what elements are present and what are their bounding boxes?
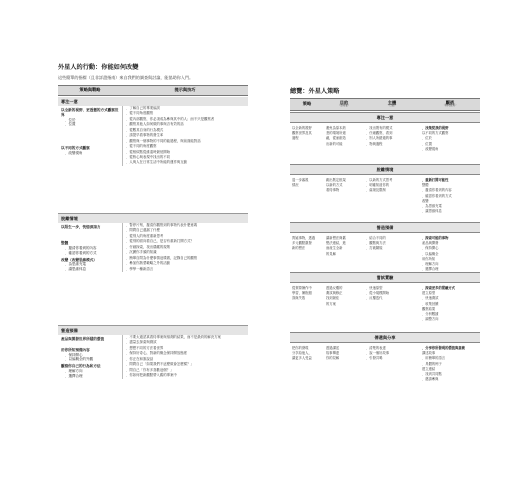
strategy-sub: ．確認你看到的方式 (65, 250, 97, 255)
section-heading: 脫離情境 (58, 214, 248, 223)
section-heading: 專注一意 (58, 97, 248, 106)
left-page (58, 0, 248, 500)
left-section-detach (58, 213, 248, 272)
strategy-sub: ．保持開心 (65, 352, 83, 357)
left-intro-text: 這些簡單的指標（且非詳盡指南）來自我們的調查與討論，能協助你入門。 (58, 75, 194, 80)
strategy-sub: ．選擇合理 (65, 373, 83, 378)
strategy-row (58, 362, 248, 378)
strategy-sub: ．為思維充電 (65, 262, 86, 267)
tip-item: ．你正在和誰說話 (126, 356, 154, 361)
strategy-row (58, 144, 248, 166)
strategy-row (58, 256, 248, 272)
right-page-title: 總覽：外星人策略 (290, 88, 340, 95)
col-main-header: 主體 （行動） (386, 99, 398, 108)
tip-item: ．從不同角度觀察 (126, 111, 154, 116)
strategy-label: 產品與開發世界所積的價值 (61, 337, 105, 341)
strategy-row (58, 335, 248, 346)
tip-item: ．保持好奇心，對新的概念保持開放態度 (126, 351, 188, 356)
strategy-sub: ．位置 (65, 122, 76, 127)
tip-item: ．你如何把新觀點帶入舊的專案中 (126, 373, 177, 378)
right-table-header (290, 98, 480, 111)
tip-item: ．簡單自問為什麼事情這樣做，記錄自己的觀察 (126, 255, 198, 260)
tip-item: ．從數其自身的行為模式 (126, 127, 164, 132)
section-heading: 營造預備 (58, 326, 248, 335)
tip-item: ．想想不同的方法看世界 (126, 345, 164, 350)
tip-item: ．請提早看事物的發生率 (126, 133, 164, 138)
right-section-experiment: 嘗試實驗 從實際操作中 學習，擁抱錯 誤與失敗 透過反覆的 測試與修正 找到最佳 的方案 ．快速原型 ．從小規模開始 ．反覆迭代 ．探索更多的實驗方式 建立原型 ．快速測試 ．收集回饋 觀察結果 ．分析數據 ．調整方向 (290, 272, 480, 322)
tip-item: ．從核心與表現中找出的不同 (126, 154, 171, 159)
col-purpose-header: 目的 （為何要） (337, 99, 351, 108)
strategy-sub: ．改變視角 (65, 150, 83, 155)
col-strategy-header: 策略 (302, 101, 312, 107)
tip-item: ．參加你熱愛範疇之外的活動 (126, 261, 171, 266)
tip-item: ．暫停片刻，釐清你觀察到的事物代表什麼意義 (126, 223, 198, 227)
right-section-focus: 專注一意 以全新的視野 觀察世界及其 過程 避免為原本熟 悉的環境所遮 蔽，從而創造 出新的可能 ．找出既有的模式 ．仔細觀察，看到 ．別人所錯過的事 ．物與過程 ．找集從我的視野 以不同的方式觀察 ．位於 ．位置 ．改變視角 (290, 112, 480, 152)
strategy-label: 以不同的方式觀察 (61, 146, 90, 151)
tip-item: ．了解自己的專業偏誤 (126, 106, 160, 110)
tip-item: ．學學一種新語言 (126, 266, 154, 271)
left-section-prepare (58, 325, 248, 379)
tip-item: ．從內部觀察，你必須成為參與其中的人；而不只是觀察者 (126, 116, 215, 121)
col-tips-header: 提示與技巧 (174, 87, 196, 93)
left-page-title: 外星人的行動：你能如何改變 (58, 64, 139, 71)
tip-item: ．問自己「你有多喜歡這個？」 (126, 367, 174, 372)
section-heading: 脫離情境 (290, 164, 480, 175)
section-heading: 傳遞與分享 (290, 332, 480, 343)
strategy-row (58, 106, 248, 144)
tip-item: ．沉澱你手頭的知識 (126, 250, 157, 255)
tip-item: ．從別的面向看自己，是否有重新打開方式？ (126, 239, 194, 244)
tip-item: ．仔細探索，找出隱藏的規則 (126, 244, 171, 249)
strategy-sub: ．讓思維休息 (65, 267, 86, 272)
section-heading: 專注一意 (290, 112, 480, 123)
strategy-row (58, 223, 248, 239)
section-heading: 嘗試實驗 (290, 272, 480, 283)
left-table-header (58, 85, 248, 96)
tip-item: ．問問自己「如果我們不這麼做會怎麼樣？」 (126, 362, 194, 367)
tip-item: ．從相似點從維遠時最低開始 (126, 149, 171, 154)
tip-item: ．人與人在日常生活中所能的運作與互動 (126, 160, 188, 165)
col-technique-header: 觀術 （如何應用） (442, 99, 458, 108)
strategy-sub: ．理解方向 (65, 369, 83, 374)
strategy-row (58, 346, 248, 362)
left-section-focus (58, 97, 248, 166)
tip-item: ．從別人的角度重新思考 (126, 233, 164, 238)
strategy-label: 整體 (61, 241, 69, 246)
strategy-label: 觀察你自己的行為和方法 (61, 364, 101, 369)
col-strategy-header: 策略與戰略 (79, 87, 101, 93)
right-section-detach: 脫離情境 退一步審視 情況 跳出既定框架 以新的方式 看待事物 ．以新的方式思考 ．明確知道你的 ．處境及限制 ．重新打開可能性 整體 ．釐清你看到的內容 ．確認你看到的方式 改變 ．為思維充電 ．讓思維休息 (290, 164, 480, 214)
strategy-label: 以陌生一步，恍惚深諳力 (61, 225, 101, 229)
right-section-share: 傳遞與分享 把你的發現 分享給他人， 讓更多人受益 透過講述 故事傳達 你的見解 ．清楚的表達 ．說一個好故事 ．引發共鳴 ．分享你所發現的價值與意義 講述故事 ．用簡單的語言 ．具體的例子 建立連結 ．找到共同點 ．邀請參與 (290, 332, 480, 382)
tip-item: ．問問自己還漏了什麼 (126, 228, 160, 233)
tip-item: ．觀察與一個事物的不同的能過程，與前面能對話 (126, 138, 201, 143)
strategy-label: 用你所知預備內容 (61, 347, 90, 352)
strategy-sub: ．釐清你看到的內容 (65, 246, 97, 251)
right-section-prepare: 營造預備 質疑事物，透過 多元觀點激發 新的想法 讓新想法與舊 想法連結，進 而產生全新 的見解 ．結合不同的 ．觀點與方法 ．打破陳規 ．探索可能的事物 產品與開發 ．保持開心 ．以偏概全 用你所知 ．理解方向 ．選擇合理 (290, 222, 480, 272)
strategy-row (58, 239, 248, 255)
tip-item: ．不要太過認真看待專案與預測的結果，而不是最終的解決方案 (126, 335, 221, 339)
strategy-sub: ．以偏概全的外觀 (65, 357, 93, 362)
section-heading: 營造預備 (290, 222, 480, 233)
tip-item: ．觀察其他人如何做的事與否有效的話 (126, 122, 184, 127)
tip-item: ．從不同的角度觀察 (126, 144, 157, 149)
tip-item: ．盡量去探索與測試 (126, 340, 157, 345)
strategy-label: 改變（改變思維模式） (61, 257, 97, 262)
strategy-label: 以全新的視野、更透徹的方式觀察世界 (61, 108, 119, 117)
strategy-sub: ．位於 (65, 117, 76, 122)
right-page (290, 0, 480, 500)
